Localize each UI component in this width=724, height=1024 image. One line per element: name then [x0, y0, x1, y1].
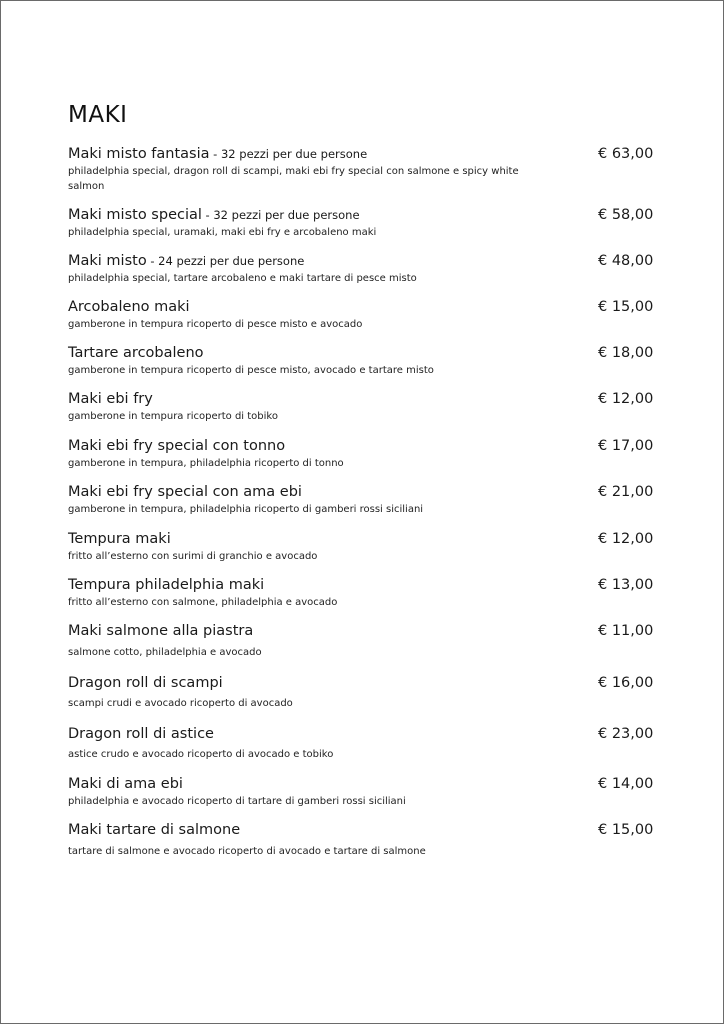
item-description: philadelphia e avocado ricoperto di tartare di gamberi rossi siciliani — [68, 796, 406, 807]
item-name — [68, 675, 223, 691]
item-price: € 18,00 — [598, 345, 654, 361]
item-description: gamberone in tempura ricoperto di pesce misto e avocado — [68, 319, 363, 330]
item-title: Maki misto — [68, 253, 147, 269]
item-name — [68, 207, 360, 223]
item-price: € 17,00 — [598, 438, 654, 454]
item-name — [68, 776, 183, 792]
item-name — [68, 484, 302, 500]
item-description: philadelphia special, dragon roll di scampi, maki ebi fry special con salmone e spicy white salmon — [68, 166, 519, 192]
item-subtitle: - 32 pezzi per due persone — [201, 208, 360, 222]
item-price: € 11,00 — [598, 623, 654, 639]
item-price: € 15,00 — [598, 299, 654, 315]
item-name — [68, 438, 285, 454]
item-description: tartare di salmone e avocado ricoperto di avocado e tartare di salmone — [68, 846, 426, 857]
item-title: Dragon roll di scampi — [68, 675, 223, 691]
item-title: Maki ebi fry — [68, 391, 153, 407]
item-title: Dragon roll di astice — [68, 726, 214, 742]
item-price: € 15,00 — [598, 822, 654, 838]
item-title: Maki salmone alla piastra — [68, 623, 254, 639]
item-name — [68, 146, 367, 162]
item-subtitle: - 32 pezzi per due persone — [209, 147, 368, 161]
item-description: gamberone in tempura, philadelphia ricoperto di tonno — [68, 458, 344, 469]
item-name — [68, 253, 304, 269]
item-name — [68, 531, 171, 547]
item-title: Maki misto fantasia — [68, 146, 210, 162]
item-description: gamberone in tempura ricoperto di tobiko — [68, 411, 278, 422]
item-title: Tartare arcobaleno — [68, 345, 204, 361]
item-title: Maki tartare di salmone — [68, 822, 241, 838]
item-title: Tempura maki — [68, 531, 171, 547]
item-price: € 48,00 — [598, 253, 654, 269]
item-description: astice crudo e avocado ricoperto di avocado e tobiko — [68, 749, 334, 760]
item-price: € 12,00 — [598, 531, 654, 547]
item-name — [68, 299, 190, 315]
item-title: Maki ebi fry special con ama ebi — [68, 484, 302, 500]
item-name — [68, 577, 264, 593]
item-description: philadelphia special, tartare arcobaleno e maki tartare di pesce misto — [68, 273, 417, 284]
item-price: € 21,00 — [598, 484, 654, 500]
item-subtitle: - 24 pezzi per due persone — [146, 254, 305, 268]
item-description: salmone cotto, philadelphia e avocado — [68, 647, 262, 658]
item-title: Tempura philadelphia maki — [68, 577, 265, 593]
item-price: € 23,00 — [598, 726, 654, 742]
item-name — [68, 345, 204, 361]
item-name — [68, 391, 153, 407]
item-description: scampi crudi e avocado ricoperto di avocado — [68, 698, 293, 709]
item-description: philadelphia special, uramaki, maki ebi fry e arcobaleno maki — [68, 227, 377, 238]
item-name — [68, 726, 214, 742]
item-price: € 14,00 — [598, 776, 654, 792]
item-name — [68, 822, 240, 838]
item-name — [68, 623, 253, 639]
item-title: Maki di ama ebi — [68, 776, 183, 792]
item-title: Maki misto special — [68, 207, 202, 223]
item-description: fritto all’esterno con surimi di granchio e avocado — [68, 551, 318, 562]
section-title: MAKI — [68, 102, 128, 129]
item-price: € 63,00 — [598, 146, 654, 162]
item-price: € 12,00 — [598, 391, 654, 407]
item-price: € 58,00 — [598, 207, 654, 223]
item-description: gamberone in tempura ricoperto di pesce misto, avocado e tartare misto — [68, 365, 434, 376]
item-description: gamberone in tempura, philadelphia ricoperto di gamberi rossi siciliani — [68, 504, 424, 515]
item-description: fritto all’esterno con salmone, philadelphia e avocado — [68, 597, 338, 608]
item-title: Arcobaleno maki — [68, 299, 190, 315]
item-title: Maki ebi fry special con tonno — [68, 438, 286, 454]
item-price: € 16,00 — [598, 675, 654, 691]
item-price: € 13,00 — [598, 577, 654, 593]
